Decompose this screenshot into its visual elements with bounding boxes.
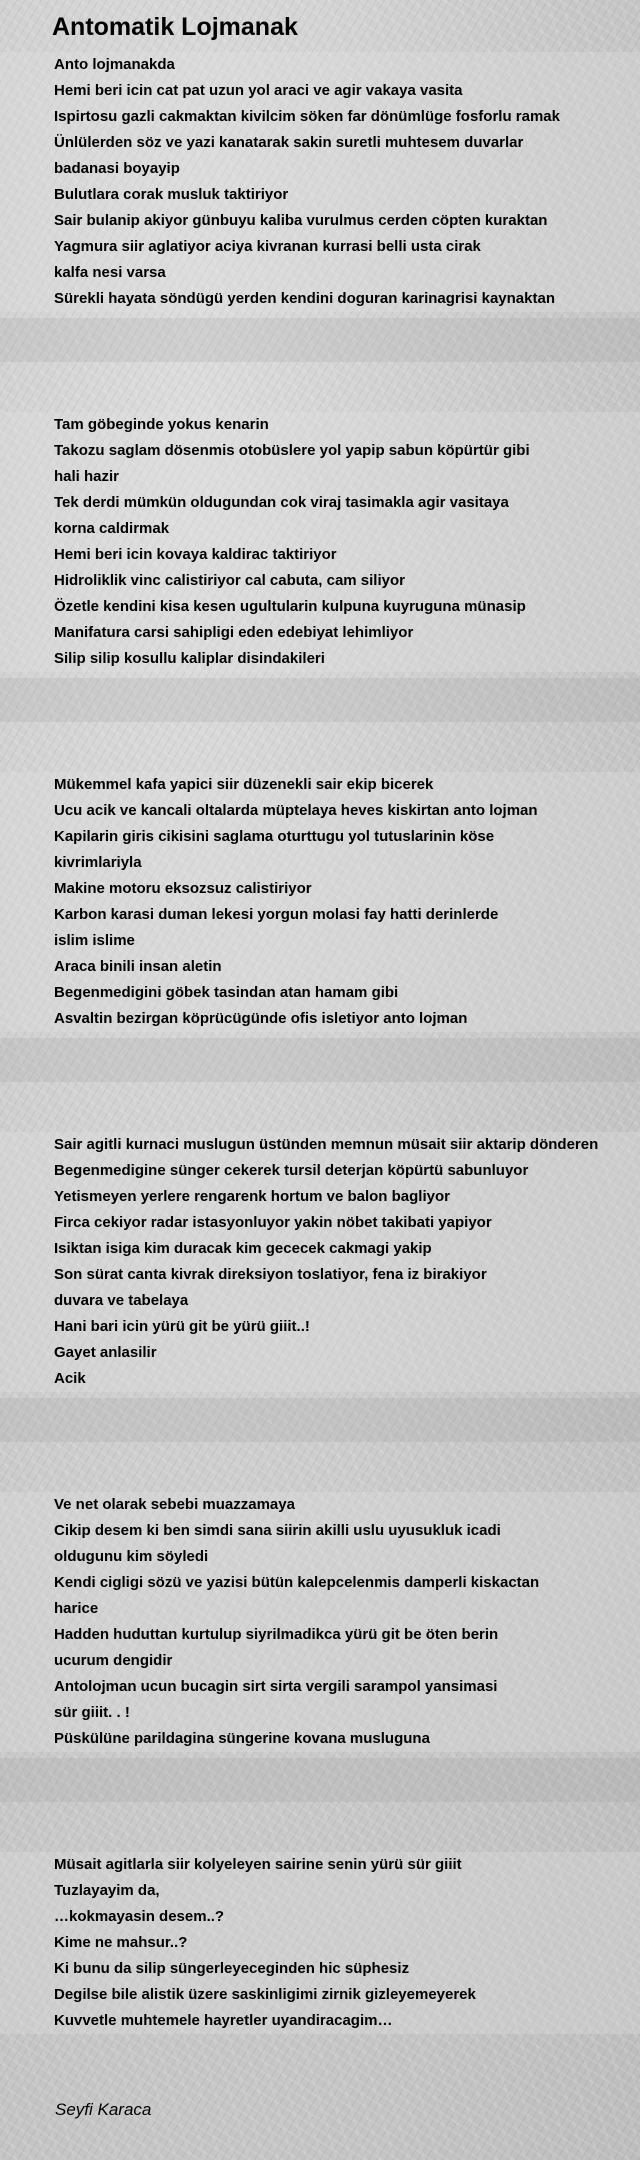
poem-line: Ispirtosu gazli cakmaktan kivilcim söken far dönümlüge fosforlu ramak — [54, 108, 560, 125]
poem-line: Acik — [54, 1370, 86, 1387]
poem-line: Ünlülerden söz ve yazi kanatarak sakin suretli muhtesem duvarlar — [54, 134, 524, 151]
poem-line: hali hazir — [54, 468, 120, 485]
stanza-5 — [0, 1492, 640, 1752]
poem-line: Mükemmel kafa yapici siir düzenekli sair ekip bicerek — [54, 776, 434, 793]
poem-line: Hani bari icin yürü git be yürü giiit..! — [54, 1318, 310, 1335]
poem-line: Hidroliklik vinc calistiriyor cal cabuta, cam siliyor — [54, 572, 405, 589]
poem-line: Isiktan isiga kim duracak kim gececek cakmagi yakip — [54, 1240, 432, 1257]
poem-line: Müsait agitlarla siir kolyeleyen sairine senin yürü sür giiit — [54, 1856, 462, 1873]
poem-line: Makine motoru eksozsuz calistiriyor — [54, 880, 312, 897]
poem-line: Begenmedigine sünger cekerek tursil deterjan köpürtü sabunluyor — [54, 1162, 529, 1179]
poem-line: Özetle kendini kisa kesen ugultularin kulpuna kuyruguna münasip — [54, 598, 526, 615]
poem-line: Araca binili insan aletin — [54, 958, 222, 975]
poem-line: Begenmedigini göbek tasindan atan hamam gibi — [54, 984, 399, 1001]
poem-line: duvara ve tabelaya — [54, 1292, 189, 1309]
poem-line: Silip silip kosullu kaliplar disindakileri — [54, 650, 325, 667]
poem-line: Hadden huduttan kurtulup siyrilmadikca yürü git be öten berin — [54, 1626, 499, 1643]
poem-line: Püskülüne parildagina süngerine kovana musluguna — [54, 1730, 430, 1747]
stanza-separator — [0, 318, 640, 362]
poem-line: Antolojman ucun bucagin sirt sirta vergili sarampol yansimasi — [54, 1678, 498, 1695]
poem-line: kivrimlariyla — [54, 854, 142, 871]
poem-line: Tuzlayayim da, — [54, 1882, 160, 1899]
poem-line: Son sürat canta kivrak direksiyon toslatiyor, fena iz birakiyor — [54, 1266, 487, 1283]
stanza-separator — [0, 1398, 640, 1442]
stanza-separator — [0, 1758, 640, 1802]
poem-line: Sürekli hayata söndügü yerden kendini doguran karinagrisi kaynaktan — [54, 290, 555, 307]
poem-line: Asvaltin bezirgan köprücügünde ofis isletiyor anto lojman — [54, 1010, 468, 1027]
stanza-6 — [0, 1852, 640, 2034]
poem-line: Yagmura siir aglatiyor aciya kivranan kurrasi belli usta cirak — [54, 238, 481, 255]
poem-line: Ki bunu da silip süngerleyeceginden hic süphesiz — [54, 1960, 410, 1977]
poem-line: kalfa nesi varsa — [54, 264, 166, 281]
stanza-3 — [0, 772, 640, 1032]
poem-line: Gayet anlasilir — [54, 1344, 157, 1361]
poem-line: islim islime — [54, 932, 135, 949]
poem-line: Firca cekiyor radar istasyonluyor yakin nöbet takibati yapiyor — [54, 1214, 492, 1231]
stanza-separator — [0, 678, 640, 722]
poem-line: …kokmayasin desem..? — [54, 1908, 225, 1925]
poem-line: Ve net olarak sebebi muazzamaya — [54, 1496, 295, 1513]
author-signature: Seyfi Karaca — [55, 2100, 152, 2119]
poem-line: Sair bulanip akiyor günbuyu kaliba vurulmus cerden cöpten kuraktan — [54, 212, 548, 229]
poem-line: Manifatura carsi sahipligi eden edebiyat lehimliyor — [54, 624, 414, 641]
stanza-4 — [0, 1132, 640, 1392]
poem-line: Cikip desem ki ben simdi sana siirin akilli uslu uyusukluk icadi — [54, 1522, 501, 1539]
poem-line: Kuvvetle muhtemele hayretler uyandiracagim… — [54, 2012, 393, 2029]
poem-line: Tam göbeginde yokus kenarin — [54, 416, 269, 433]
poem-line: Hemi beri icin kovaya kaldirac taktiriyor — [54, 546, 337, 563]
poem-line: Kendi cigligi sözü ve yazisi bütün kalepcelenmis damperli kiskactan — [54, 1574, 540, 1591]
poem-line: oldugunu kim söyledi — [54, 1548, 209, 1565]
poem-line: Kime ne mahsur..? — [54, 1934, 188, 1951]
poem-line: Ucu acik ve kancali oltalarda müptelaya heves kiskirtan anto lojman — [54, 802, 538, 819]
poem-line: Karbon karasi duman lekesi yorgun molasi fay hatti derinlerde — [54, 906, 499, 923]
poem-line: badanasi boyayip — [54, 160, 180, 177]
poem-title: Antomatik Lojmanak — [52, 13, 298, 41]
poem-line: Sair agitli kurnaci muslugun üstünden memnun müsait siir aktarip dönderen — [54, 1136, 599, 1153]
poem-line: Takozu saglam dösenmis otobüslere yol yapip sabun köpürtür gibi — [54, 442, 530, 459]
poem-line: harice — [54, 1600, 99, 1617]
poem-line: Hemi beri icin cat pat uzun yol araci ve agir vakaya vasita — [54, 82, 463, 99]
stanza-1 — [0, 52, 640, 312]
poem-line: Kapilarin giris cikisini saglama oturttugu yol tutuslarinin köse — [54, 828, 495, 845]
poem-line: ucurum dengidir — [54, 1652, 173, 1669]
poem-line: Yetismeyen yerlere rengarenk hortum ve balon bagliyor — [54, 1188, 450, 1205]
poem-line: Anto lojmanakda — [54, 56, 175, 73]
poem-line: Bulutlara corak musluk taktiriyor — [54, 186, 289, 203]
stanza-2 — [0, 412, 640, 672]
poem-line: korna caldirmak — [54, 520, 170, 537]
poem-line: Tek derdi mümkün oldugundan cok viraj tasimakla agir vasitaya — [54, 494, 509, 511]
poem-line: Degilse bile alistik üzere saskinligimi zirnik gizleyemeyerek — [54, 1986, 476, 2003]
poem-line: sür giiit. . ! — [54, 1704, 130, 1721]
stanza-separator — [0, 1038, 640, 1082]
